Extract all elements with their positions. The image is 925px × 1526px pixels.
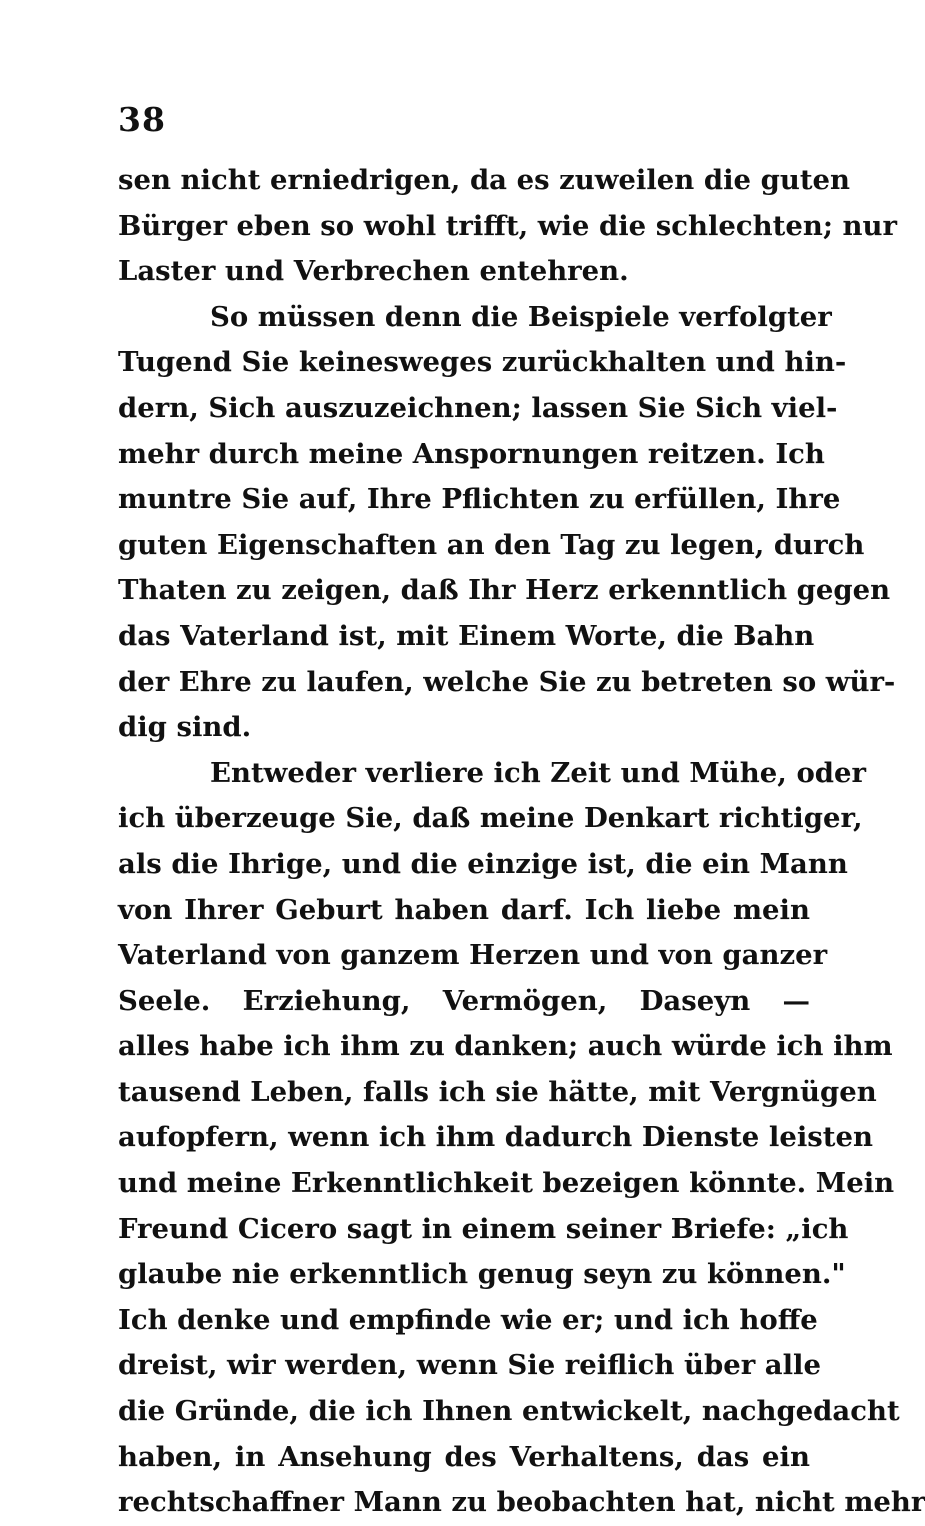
text-line: haben, in Ansehung des Verhaltens, das ein <box>118 1440 810 1473</box>
text-line: Ich denke und empfinde wie er; und ich hoffe <box>118 1303 818 1336</box>
text-line: das Vaterland ist, mit Einem Worte, die Bahn <box>118 619 815 652</box>
text-line: dig sind. <box>118 711 252 744</box>
body-text <box>118 158 925 1526</box>
text-line: Freund Cicero sagt in einem seiner Briefe: „ich <box>118 1212 849 1245</box>
text-line: Entweder verliere ich Zeit und Mühe, oder <box>210 756 866 789</box>
text-line: von Ihrer Geburt haben darf. Ich liebe mein <box>118 893 810 926</box>
text-line: ich überzeuge Sie, daß meine Denkart richtiger, <box>118 802 863 835</box>
text-line: der Ehre zu laufen, welche Sie zu betreten so wür- <box>118 665 896 698</box>
text-line: die Gründe, die ich Ihnen entwickelt, nachgedacht <box>118 1395 900 1428</box>
text-line: Vaterland von ganzem Herzen und von ganzer <box>118 939 828 972</box>
text-line: Laster und Verbrechen entehren. <box>118 255 629 288</box>
text-line: und meine Erkenntlichkeit bezeigen könnte. Mein <box>118 1167 895 1200</box>
text-line: Tugend Sie keinesweges zurückhalten und hin- <box>118 346 847 379</box>
text-line: rechtschaffner Mann zu beobachten hat, nicht mehr <box>118 1486 925 1519</box>
text-line: Seele. Erziehung, Vermögen, Daseyn — <box>118 984 810 1017</box>
text-line: alles habe ich ihm zu danken; auch würde ich ihm <box>118 1030 893 1063</box>
page-number: 38 <box>118 100 166 139</box>
text-line: sen nicht erniedrigen, da es zuweilen die guten <box>118 164 851 196</box>
text-line: tausend Leben, falls ich sie hätte, mit Vergnügen <box>118 1075 877 1108</box>
text-line: muntre Sie auf, Ihre Pflichten zu erfüllen, Ihre <box>118 483 841 516</box>
text-line: Bürger eben so wohl trifft, wie die schlechten; nur <box>118 209 898 242</box>
text-line: So müssen denn die Beispiele verfolgter <box>210 300 832 333</box>
text-line: dreist, wir werden, wenn Sie reiflich über alle <box>118 1349 821 1382</box>
text-line: aufopfern, wenn ich ihm dadurch Dienste leisten <box>118 1121 873 1154</box>
text-line: glaube nie erkenntlich genug seyn zu können." <box>118 1258 846 1291</box>
text-line: guten Eigenschaften an den Tag zu legen, durch <box>118 528 865 561</box>
text-line: als die Ihrige, und die einzige ist, die ein Mann <box>118 847 848 880</box>
text-line: dern, Sich auszuzeichnen; lassen Sie Sich viel- <box>118 391 838 424</box>
text-line: Thaten zu zeigen, daß Ihr Herz erkenntlich gegen <box>118 574 891 607</box>
text-line: mehr durch meine Anspornungen reitzen. Ich <box>118 437 825 470</box>
